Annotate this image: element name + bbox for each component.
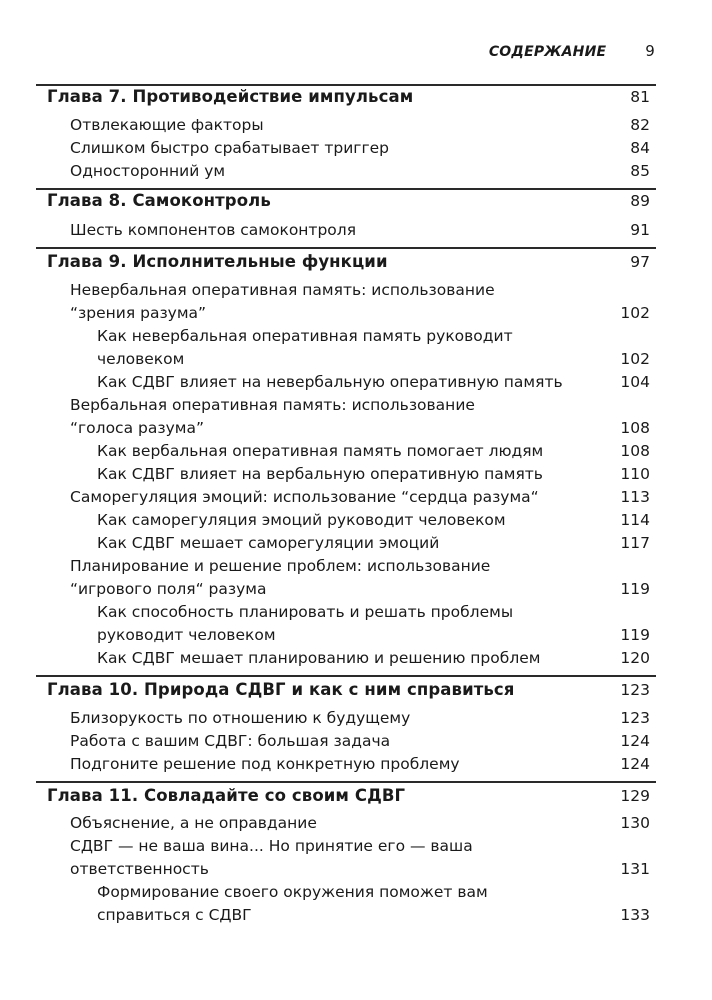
section-title-line1: Планирование и решение проблем: использование <box>70 557 491 575</box>
section-page: 102 <box>620 304 650 322</box>
section-title-line2: ответственность <box>70 860 209 878</box>
section-page: 130 <box>620 814 650 832</box>
section-title-line1: СДВГ — не ваша вина... Но принятие его — ваша <box>70 837 473 855</box>
subsection-title: Как СДВГ мешает планированию и решению проблем <box>97 649 541 667</box>
subsection-title: Как вербальная оперативная память помогает людям <box>97 442 544 460</box>
subsection-title-line2: человеком <box>97 350 185 368</box>
subsection-page: 104 <box>620 373 650 391</box>
subsection-title: Как саморегуляция эмоций руководит человеком <box>97 511 506 529</box>
chapter-page: 123 <box>620 681 650 699</box>
subsection-page: 108 <box>620 442 650 460</box>
chapter-page: 81 <box>630 88 650 106</box>
chapter-divider <box>36 781 656 783</box>
subsection-title: Как СДВГ влияет на вербальную оперативную память <box>97 465 543 483</box>
subsection-page: 102 <box>620 350 650 368</box>
section-title: Подгоните решение под конкретную проблему <box>70 755 460 773</box>
section-page: 119 <box>620 580 650 598</box>
chapter-title: Глава 7. Противодействие импульсам <box>47 87 414 106</box>
subsection-title-line1: Как невербальная оперативная память руководит <box>97 327 513 345</box>
section-page: 85 <box>630 162 650 180</box>
chapter-title: Глава 11. Совладайте со своим СДВГ <box>47 786 406 805</box>
section-title: Близорукость по отношению к будущему <box>70 709 411 727</box>
chapter-divider <box>36 188 656 190</box>
section-title: Саморегуляция эмоций: использование “сердца разума“ <box>70 488 539 506</box>
section-page: 91 <box>630 221 650 239</box>
section-page: 108 <box>620 419 650 437</box>
section-title: Слишком быстро срабатывает триггер <box>70 139 389 157</box>
subsection-title-line1: Как способность планировать и решать проблемы <box>97 603 514 621</box>
subsection-title-line2: справиться с СДВГ <box>97 906 252 924</box>
section-title: Шесть компонентов самоконтроля <box>70 221 357 239</box>
subsection-page: 117 <box>620 534 650 552</box>
subsection-page: 110 <box>620 465 650 483</box>
chapter-title: Глава 8. Самоконтроль <box>47 191 271 210</box>
section-page: 82 <box>630 116 650 134</box>
chapter-divider <box>36 84 656 86</box>
page-number: 9 <box>645 42 655 60</box>
subsection-page: 133 <box>620 906 650 924</box>
subsection-title: Как СДВГ влияет на невербальную оперативную память <box>97 373 563 391</box>
chapter-page: 129 <box>620 787 650 805</box>
subsection-page: 119 <box>620 626 650 644</box>
section-page: 124 <box>620 732 650 750</box>
section-title: Работа с вашим СДВГ: большая задача <box>70 732 391 750</box>
section-title-line1: Невербальная оперативная память: использование <box>70 281 495 299</box>
section-title-line2: “зрения разума” <box>70 304 207 322</box>
subsection-title-line1: Формирование своего окружения поможет вам <box>97 883 488 901</box>
section-page: 124 <box>620 755 650 773</box>
section-title: Односторонний ум <box>70 162 226 180</box>
subsection-page: 114 <box>620 511 650 529</box>
section-page: 84 <box>630 139 650 157</box>
chapter-page: 97 <box>630 253 650 271</box>
chapter-page: 89 <box>630 192 650 210</box>
chapter-title: Глава 9. Исполнительные функции <box>47 252 388 271</box>
section-title-line2: “игрового поля“ разума <box>70 580 267 598</box>
chapter-divider <box>36 247 656 249</box>
chapter-title: Глава 10. Природа СДВГ и как с ним справиться <box>47 680 515 699</box>
section-page: 131 <box>620 860 650 878</box>
running-header <box>0 42 655 60</box>
subsection-title-line2: руководит человеком <box>97 626 276 644</box>
running-title: СОДЕРЖАНИЕ <box>488 44 607 60</box>
subsection-page: 120 <box>620 649 650 667</box>
subsection-title: Как СДВГ мешает саморегуляции эмоций <box>97 534 440 552</box>
section-title-line1: Вербальная оперативная память: использование <box>70 396 475 414</box>
section-title: Отвлекающие факторы <box>70 116 264 134</box>
section-page: 113 <box>620 488 650 506</box>
chapter-divider <box>36 675 656 677</box>
section-title: Объяснение, а не оправдание <box>70 814 317 832</box>
section-title-line2: “голоса разума” <box>70 419 204 437</box>
section-page: 123 <box>620 709 650 727</box>
